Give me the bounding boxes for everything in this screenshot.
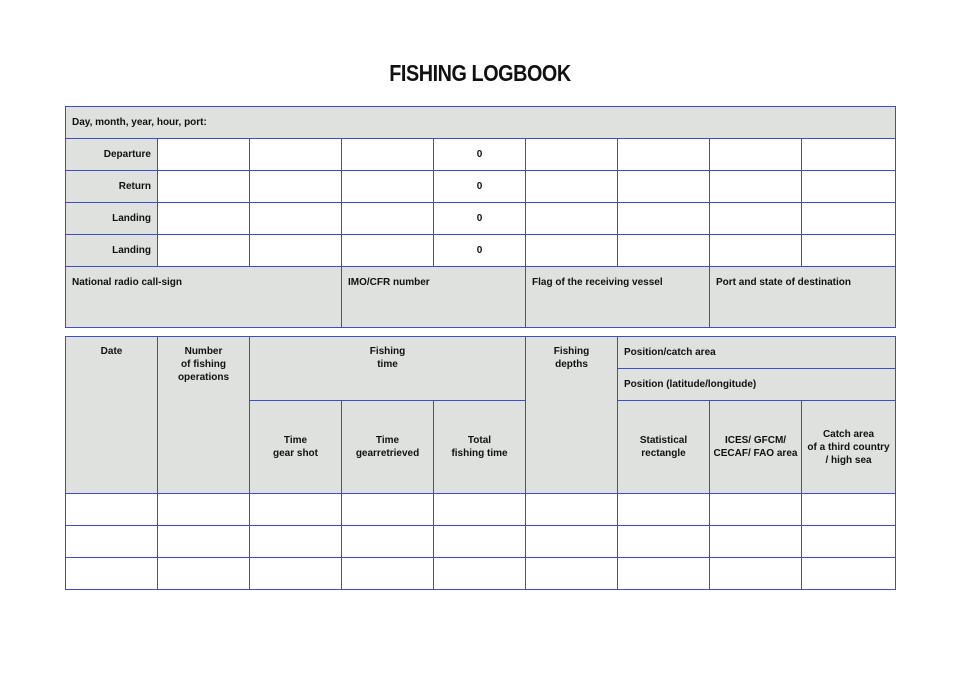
landing-cell[interactable] [158, 235, 250, 267]
landing-cell[interactable] [802, 235, 896, 267]
operations-table [65, 336, 896, 590]
table-cell[interactable] [158, 526, 250, 558]
table-cell[interactable] [342, 494, 434, 526]
table-cell[interactable] [802, 494, 896, 526]
table-cell[interactable] [250, 558, 342, 590]
return-cell[interactable] [342, 171, 434, 203]
flag-receiving-vessel-field[interactable]: Flag of the receiving vessel [526, 267, 710, 328]
table-cell[interactable] [434, 558, 526, 590]
total-fishing-time-header: Total fishing time [434, 401, 526, 494]
table-cell[interactable] [618, 526, 710, 558]
table-cell[interactable] [66, 526, 158, 558]
landing-cell[interactable] [710, 203, 802, 235]
fishing-time-header: Fishing time [250, 337, 526, 401]
table-cell[interactable] [710, 558, 802, 590]
port-state-destination-field[interactable]: Port and state of destination [710, 267, 896, 328]
table-row [66, 558, 896, 590]
table-cell[interactable] [434, 526, 526, 558]
table-cell[interactable] [250, 526, 342, 558]
table-row [66, 494, 896, 526]
departure-row [66, 139, 896, 171]
departure-cell[interactable] [802, 139, 896, 171]
return-cell[interactable] [618, 171, 710, 203]
row-label: Landing [66, 235, 158, 267]
landing-cell[interactable] [618, 203, 710, 235]
table-cell[interactable] [618, 558, 710, 590]
landing-cell[interactable] [802, 203, 896, 235]
table-cell[interactable] [250, 494, 342, 526]
departure-cell[interactable] [250, 139, 342, 171]
table-cell[interactable] [342, 558, 434, 590]
position-lat-long-header: Position (latitude/longitude) [618, 369, 896, 401]
landing-cell[interactable] [710, 235, 802, 267]
landing-cell[interactable] [342, 203, 434, 235]
table-cell[interactable] [526, 526, 618, 558]
number-of-operations-header: Number of fishing operations [158, 337, 250, 494]
table-cell[interactable] [710, 494, 802, 526]
table-cell[interactable] [802, 558, 896, 590]
return-cell[interactable] [158, 171, 250, 203]
table-cell[interactable] [158, 558, 250, 590]
landing-cell[interactable] [618, 235, 710, 267]
landing-value[interactable]: 0 [434, 203, 526, 235]
table-cell[interactable] [618, 494, 710, 526]
row-label: Landing [66, 203, 158, 235]
row-label: Return [66, 171, 158, 203]
landing-cell[interactable] [158, 203, 250, 235]
table-cell[interactable] [802, 526, 896, 558]
time-gear-shot-header: Time gear shot [250, 401, 342, 494]
table-cell[interactable] [710, 526, 802, 558]
departure-cell[interactable] [618, 139, 710, 171]
fishing-depths-header: Fishing depths [526, 337, 618, 494]
table-cell[interactable] [66, 558, 158, 590]
departure-cell[interactable] [342, 139, 434, 171]
return-row [66, 171, 896, 203]
table-cell[interactable] [66, 494, 158, 526]
departure-cell[interactable] [158, 139, 250, 171]
return-cell[interactable] [250, 171, 342, 203]
landing-row [66, 203, 896, 235]
return-cell[interactable] [802, 171, 896, 203]
radio-call-sign-field[interactable]: National radio call-sign [66, 267, 342, 328]
statistical-rectangle-header: Statistical rectangle [618, 401, 710, 494]
vessel-info-table [65, 266, 896, 328]
landing-cell[interactable] [342, 235, 434, 267]
page-title: FISHING LOGBOOK [389, 60, 571, 86]
landing-cell[interactable] [250, 203, 342, 235]
table-cell[interactable] [526, 558, 618, 590]
return-cell[interactable] [710, 171, 802, 203]
return-value[interactable]: 0 [434, 171, 526, 203]
position-catch-area-header: Position/catch area [618, 337, 896, 369]
table-cell[interactable] [158, 494, 250, 526]
departure-cell[interactable] [710, 139, 802, 171]
landing-cell[interactable] [250, 235, 342, 267]
table-cell[interactable] [342, 526, 434, 558]
table-cell[interactable] [526, 494, 618, 526]
landing-row [66, 235, 896, 267]
row-label: Departure [66, 139, 158, 171]
table-cell[interactable] [434, 494, 526, 526]
trip-header-label: Day, month, year, hour, port: [66, 107, 896, 139]
departure-value[interactable]: 0 [434, 139, 526, 171]
trip-table [65, 106, 896, 267]
table-row [66, 526, 896, 558]
ices-gfcm-header: ICES/ GFCM/ CECAF/ FAO area [710, 401, 802, 494]
time-gear-retrieved-header: Time gearretrieved [342, 401, 434, 494]
date-header: Date [66, 337, 158, 494]
landing-cell[interactable] [526, 203, 618, 235]
catch-area-third-country-header: Catch area of a third country / high sea [802, 401, 896, 494]
departure-cell[interactable] [526, 139, 618, 171]
return-cell[interactable] [526, 171, 618, 203]
imo-cfr-field[interactable]: IMO/CFR number [342, 267, 526, 328]
landing-cell[interactable] [526, 235, 618, 267]
landing-value[interactable]: 0 [434, 235, 526, 267]
